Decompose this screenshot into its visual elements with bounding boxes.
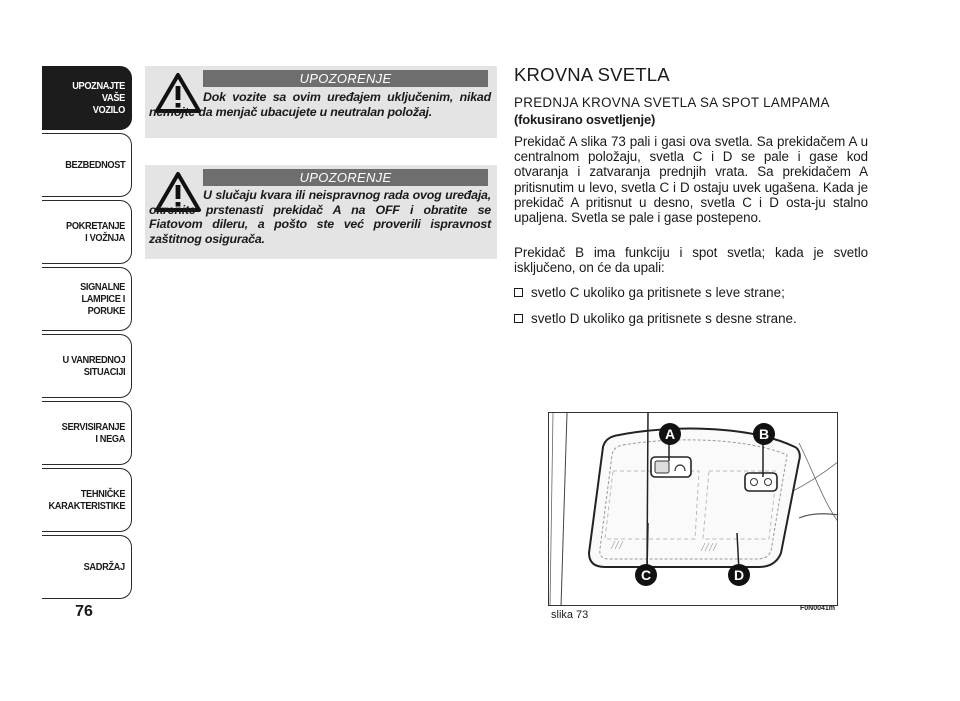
paragraph-1: Prekidač A slika 73 pali i gasi ova svetla. Sa prekidačem A u centralnom položaju, svetla C i D se pale i gase kod otvaranja i zatvaranja prednjih vrata. Sa prekidačem A pritisnutim u levo, svetla C i D ostaju uvek ugašena. Kada je prekidač A pritisnut u desno, svetla C i D osta-ju stalno upaljena. Svetla se pale i gase postepeno.: [514, 134, 868, 226]
label-b-marker: [753, 423, 775, 445]
warning-box-1: [145, 66, 497, 138]
tab-pokretanje-i-voznja[interactable]: [42, 200, 132, 264]
figure-labels: [549, 413, 838, 606]
label-c-marker: [635, 564, 657, 586]
label-a: A: [664, 426, 676, 442]
warning-text: Dok vozite sa ovim uređajem uključenim, nikad nemojte da menjač ubacujete u neutralan položaj.: [149, 90, 491, 119]
tab-u-vanrednoj-situaciji[interactable]: [42, 334, 132, 398]
warning-header: UPOZORENJE: [203, 70, 488, 87]
label-d: D: [733, 567, 745, 583]
checkbox-bullet-icon: [514, 288, 523, 297]
tab-sadrzaj[interactable]: [42, 535, 132, 599]
list-item: [514, 285, 868, 300]
warning-text: U slučaju kvara ili neispravnog rada ovog uređaja, okrenite prstenasti prekidač A na OFF i obratite se Fiatovom dileru, a pošto ste već proverili ispravnost zaštitnog osigurača.: [149, 188, 491, 246]
list-item: [514, 311, 868, 326]
figure-code: F0N0041m: [800, 605, 836, 612]
label-c: C: [640, 567, 652, 583]
paragraph-2: Prekidač B ima funkciju i spot svetla; kada je svetlo isključeno, on će da upali:: [514, 245, 868, 276]
tab-label: SERVISIRANJE I NEGA: [61, 421, 125, 445]
tab-servisiranje-i-nega[interactable]: [42, 401, 132, 465]
label-d-marker: [728, 564, 750, 586]
list-item-text: svetlo C ukoliko ga pritisnete s leve strane;: [531, 285, 785, 300]
label-a-marker: [659, 423, 681, 445]
section-title: KROVNA SVETLA: [514, 64, 670, 85]
tab-tehnicke-karakteristike[interactable]: [42, 468, 132, 532]
tab-label: UPOZNAJTE VAŠE VOZILO: [72, 80, 125, 116]
tab-label: TEHNIČKE KARAKTERISTIKE: [48, 488, 125, 512]
warning-header: UPOZORENJE: [203, 169, 488, 186]
warning-box-2: [145, 165, 497, 259]
figure-caption: slika 73: [551, 609, 589, 621]
tab-label: BEZBEDNOST: [64, 159, 125, 171]
tab-bezbednost[interactable]: [42, 133, 132, 197]
tab-label: POKRETANJE I VOŽNJA: [66, 220, 125, 244]
figure-73: [548, 412, 838, 606]
label-b: B: [758, 426, 770, 442]
tab-label: SADRŽAJ: [83, 561, 125, 573]
checkbox-bullet-icon: [514, 314, 523, 323]
page-number: 76: [75, 603, 93, 620]
tab-signalne-lampice[interactable]: [42, 267, 132, 331]
tab-label: U VANREDNOJ SITUACIJI: [62, 354, 125, 378]
list-item-text: svetlo D ukoliko ga pritisnete s desne strane.: [531, 311, 797, 326]
section-subtitle-note: (fokusirano osvetljenje): [514, 112, 656, 127]
section-subtitle: PREDNJA KROVNA SVETLA SA SPOT LAMPAMA: [514, 95, 830, 110]
tab-upoznajte-vase-vozilo[interactable]: [42, 66, 132, 130]
tab-label: SIGNALNE LAMPICE I PORUKE: [80, 281, 125, 317]
